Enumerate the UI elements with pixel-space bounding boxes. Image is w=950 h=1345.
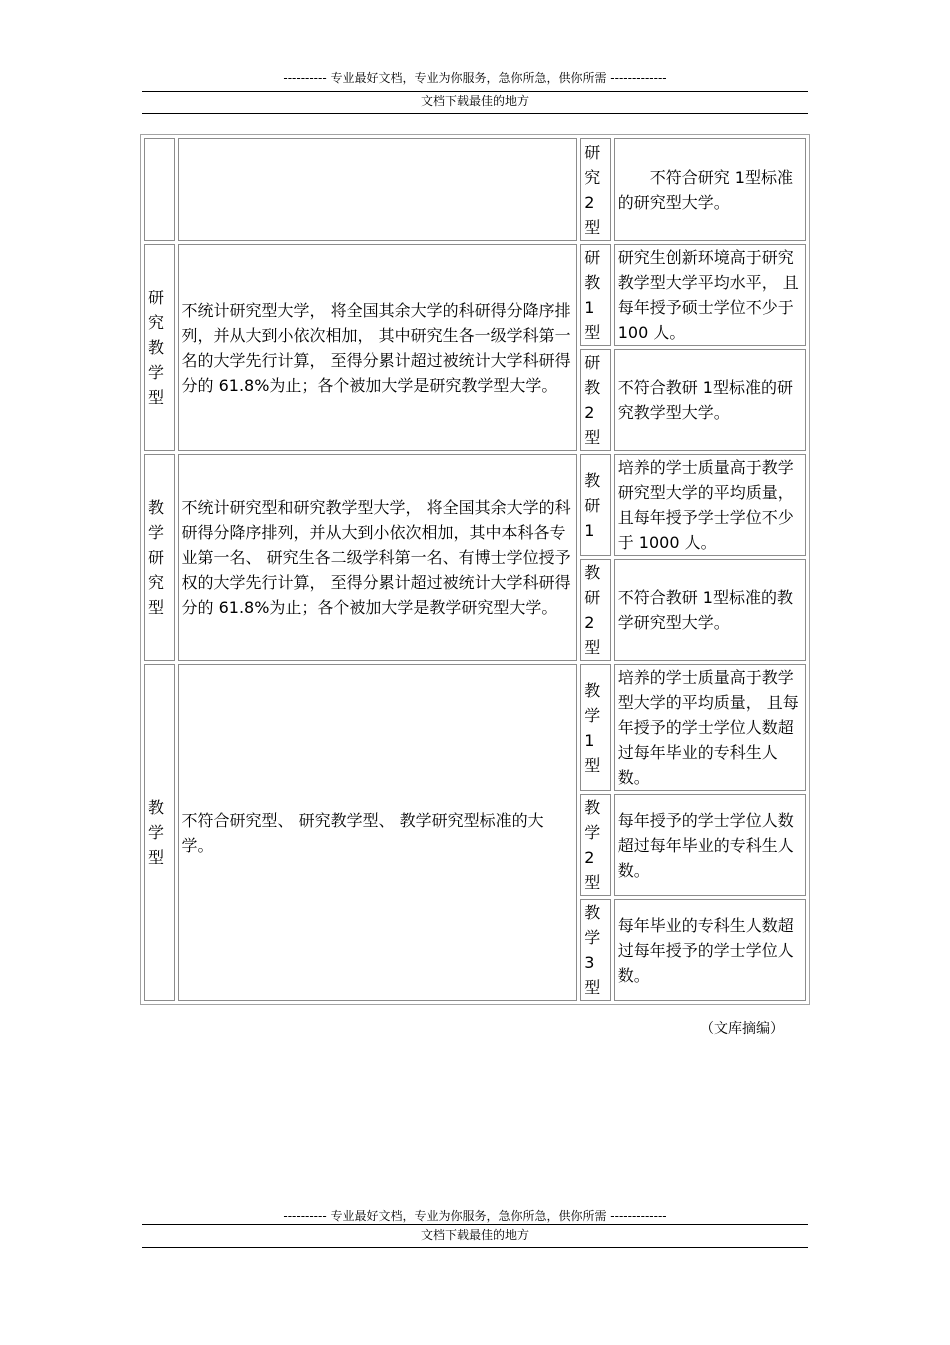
criteria-cell: 培养的学士质量高于教学研究型大学的平均质量， 且每年授予学士学位不少于 1000 人。 <box>614 454 806 556</box>
subtype-cell: 教学2型 <box>580 794 611 896</box>
criteria-cell: 培养的学士质量高于教学型大学的平均质量， 且每年授予的学士学位人数超过每年毕业的专科生人数。 <box>614 664 806 791</box>
criteria-cell: 不符合研究 1型标准的研究型大学。 <box>614 138 806 241</box>
description-cell: 不统计研究型和研究教学型大学， 将全国其余大学的科研得分降序排列，并从大到小依次相加，其中本科各专业第一名、 研究生各二级学科第一名、有博士学位授予权的大学先行计算， 至得分累计超过被统计大学科研得分的 61.8%为止；各个被加大学是教学研究型大学。 <box>178 454 578 661</box>
header-divider-top <box>142 91 808 92</box>
description-cell: 不统计研究型大学， 将全国其余大学的科研得分降序排列，并从大到小依次相加， 其中研究生各一级学科第一名的大学先行计算， 至得分累计超过被统计大学科研得分的 61.8%为止；各个被加大学是研究教学型大学。 <box>178 244 578 451</box>
footer-divider-top <box>142 1224 808 1225</box>
category-cell: 教学研究型 <box>144 454 175 661</box>
subtype-cell: 教研2型 <box>580 559 611 661</box>
criteria-cell: 每年授予的学士学位人数超过每年毕业的专科生人数。 <box>614 794 806 896</box>
subtype-cell: 研教1型 <box>580 244 611 346</box>
table-row <box>144 664 806 791</box>
table-row <box>144 454 806 556</box>
source-note: （文库摘编） <box>700 1021 784 1037</box>
footer-site-name: 文档下载最佳的地方 <box>420 1228 529 1242</box>
header-slogan: ---------- 专业最好文档，专业为你服务，急你所急，供你所需 ------------- <box>283 71 667 85</box>
header-divider-bottom <box>142 113 808 114</box>
category-cell: 研究教学型 <box>144 244 175 451</box>
subtype-cell: 教学1型 <box>580 664 611 791</box>
table-row <box>144 138 806 241</box>
criteria-cell: 不符合教研 1型标准的教学研究型大学。 <box>614 559 806 661</box>
description-cell: 不符合研究型、 研究教学型、 教学研究型标准的大学。 <box>178 664 578 1001</box>
category-cell: 教学型 <box>144 664 175 1001</box>
subtype-cell: 研究2型 <box>580 138 611 241</box>
criteria-cell: 不符合教研 1型标准的研究教学型大学。 <box>614 349 806 451</box>
footer-slogan: ---------- 专业最好文档，专业为你服务，急你所急，供你所需 ------------- <box>283 1209 667 1223</box>
footer-divider-bottom <box>142 1247 808 1248</box>
subtype-cell: 教研1 <box>580 454 611 556</box>
category-cell <box>144 138 175 241</box>
header-site-name: 文档下载最佳的地方 <box>420 94 529 108</box>
criteria-cell: 研究生创新环境高于研究教学型大学平均水平， 且每年授予硕士学位不少于 100 人。 <box>614 244 806 346</box>
university-classification-table <box>140 134 810 1005</box>
table-row <box>144 244 806 346</box>
description-cell <box>178 138 578 241</box>
subtype-cell: 研教2型 <box>580 349 611 451</box>
subtype-cell: 教学3型 <box>580 899 611 1001</box>
criteria-cell: 每年毕业的专科生人数超过每年授予的学士学位人数。 <box>614 899 806 1001</box>
